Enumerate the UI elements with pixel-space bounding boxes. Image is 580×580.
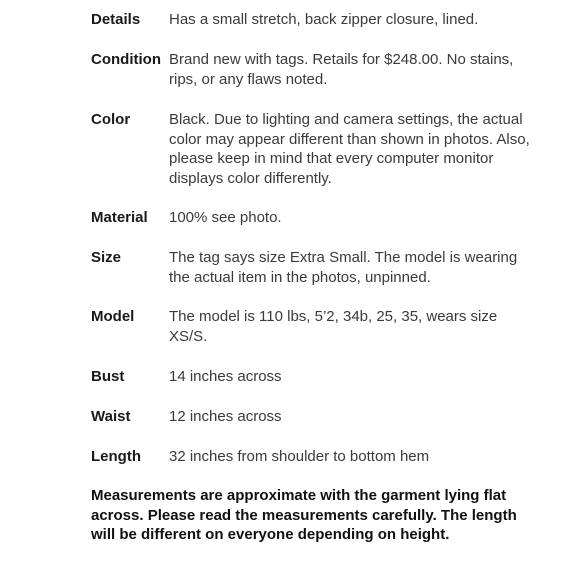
detail-row-material bbox=[91, 208, 531, 228]
detail-value: The tag says size Extra Small. The model is wearing the actual item in the photos, unpinned. bbox=[169, 249, 518, 286]
detail-value: 100% see photo. bbox=[169, 209, 282, 226]
detail-row-condition bbox=[91, 50, 531, 89]
detail-row-size bbox=[91, 248, 531, 287]
detail-value: Brand new with tags. Retails for $248.00. No stains, rips, or any flaws noted. bbox=[169, 51, 514, 88]
detail-label: Color bbox=[91, 111, 131, 128]
detail-label: Size bbox=[91, 249, 122, 266]
detail-value: 12 inches across bbox=[169, 408, 282, 425]
detail-value: The model is 110 lbs, 5’2, 34b, 25, 35, wears size XS/S. bbox=[169, 308, 498, 345]
detail-row-details bbox=[91, 10, 531, 30]
detail-row-model bbox=[91, 307, 531, 346]
detail-label: Waist bbox=[91, 408, 131, 425]
detail-row-color bbox=[91, 110, 531, 188]
detail-label: Length bbox=[91, 448, 141, 465]
measurement-note: Measurements are approximate with the garment lying flat across. Please read the measurements carefully. The length will be different on everyone depending on height. bbox=[91, 487, 517, 544]
detail-label: Condition bbox=[91, 51, 161, 68]
detail-row-length bbox=[91, 447, 531, 467]
detail-label: Model bbox=[91, 308, 135, 325]
detail-value: 32 inches from shoulder to bottom hem bbox=[169, 448, 430, 465]
detail-label: Bust bbox=[91, 368, 125, 385]
detail-label: Details bbox=[91, 11, 141, 28]
detail-value: Black. Due to lighting and camera settings, the actual color may appear different than shown in photos. Also, please keep in mind that every computer monitor displays color differently. bbox=[169, 111, 530, 187]
detail-row-waist bbox=[91, 407, 531, 427]
detail-value: 14 inches across bbox=[169, 368, 282, 385]
detail-row-bust bbox=[91, 367, 531, 387]
detail-value: Has a small stretch, back zipper closure, lined. bbox=[169, 11, 479, 28]
detail-label: Material bbox=[91, 209, 148, 226]
